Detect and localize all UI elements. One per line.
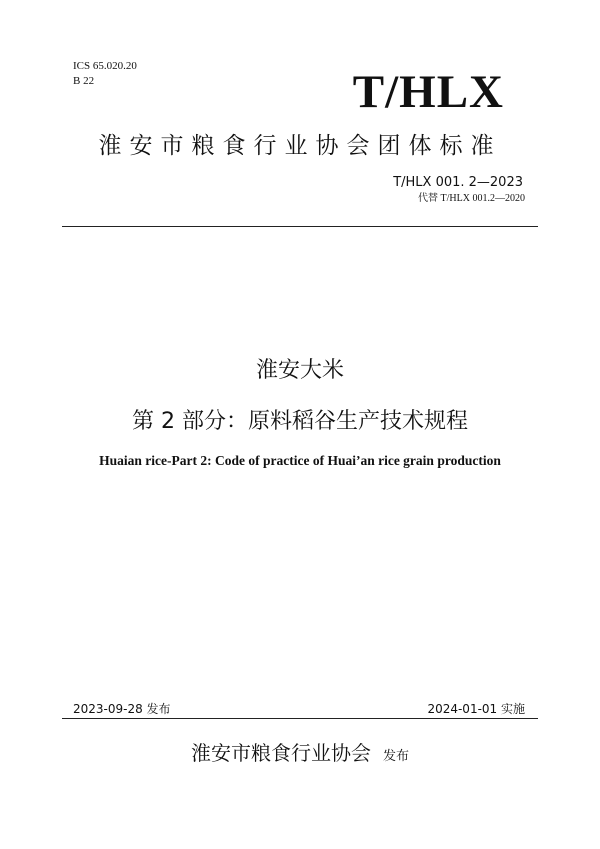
- issuer-name: 淮安市粮食行业协会: [190, 741, 371, 765]
- standard-logo: T/HLX: [352, 66, 504, 118]
- ics-code: ICS 65.020.20: [73, 60, 137, 72]
- issue-verb: 发布: [382, 749, 409, 764]
- issuer-line: [0, 739, 600, 771]
- organization-title: 淮安市粮食行业协会团体标准: [98, 133, 502, 159]
- replaces-note: 代替 T/HLX 001.2—2020: [418, 193, 525, 204]
- top-divider: [62, 226, 538, 227]
- ccs-code: B 22: [73, 75, 95, 87]
- implement-date: 2024-01-01 实施: [427, 702, 525, 716]
- document-title: 淮安大米: [255, 358, 344, 383]
- standard-number: T/HLX 001. 2—2023: [393, 175, 523, 190]
- publish-date: 2023-09-28 发布: [73, 702, 171, 716]
- bottom-divider: [62, 718, 538, 719]
- english-title: Huaian rice-Part 2: Code of practice of Huai’an rice grain production: [99, 453, 501, 468]
- document-subtitle: 第 2 部分：原料稻谷生产技术规程: [132, 409, 468, 434]
